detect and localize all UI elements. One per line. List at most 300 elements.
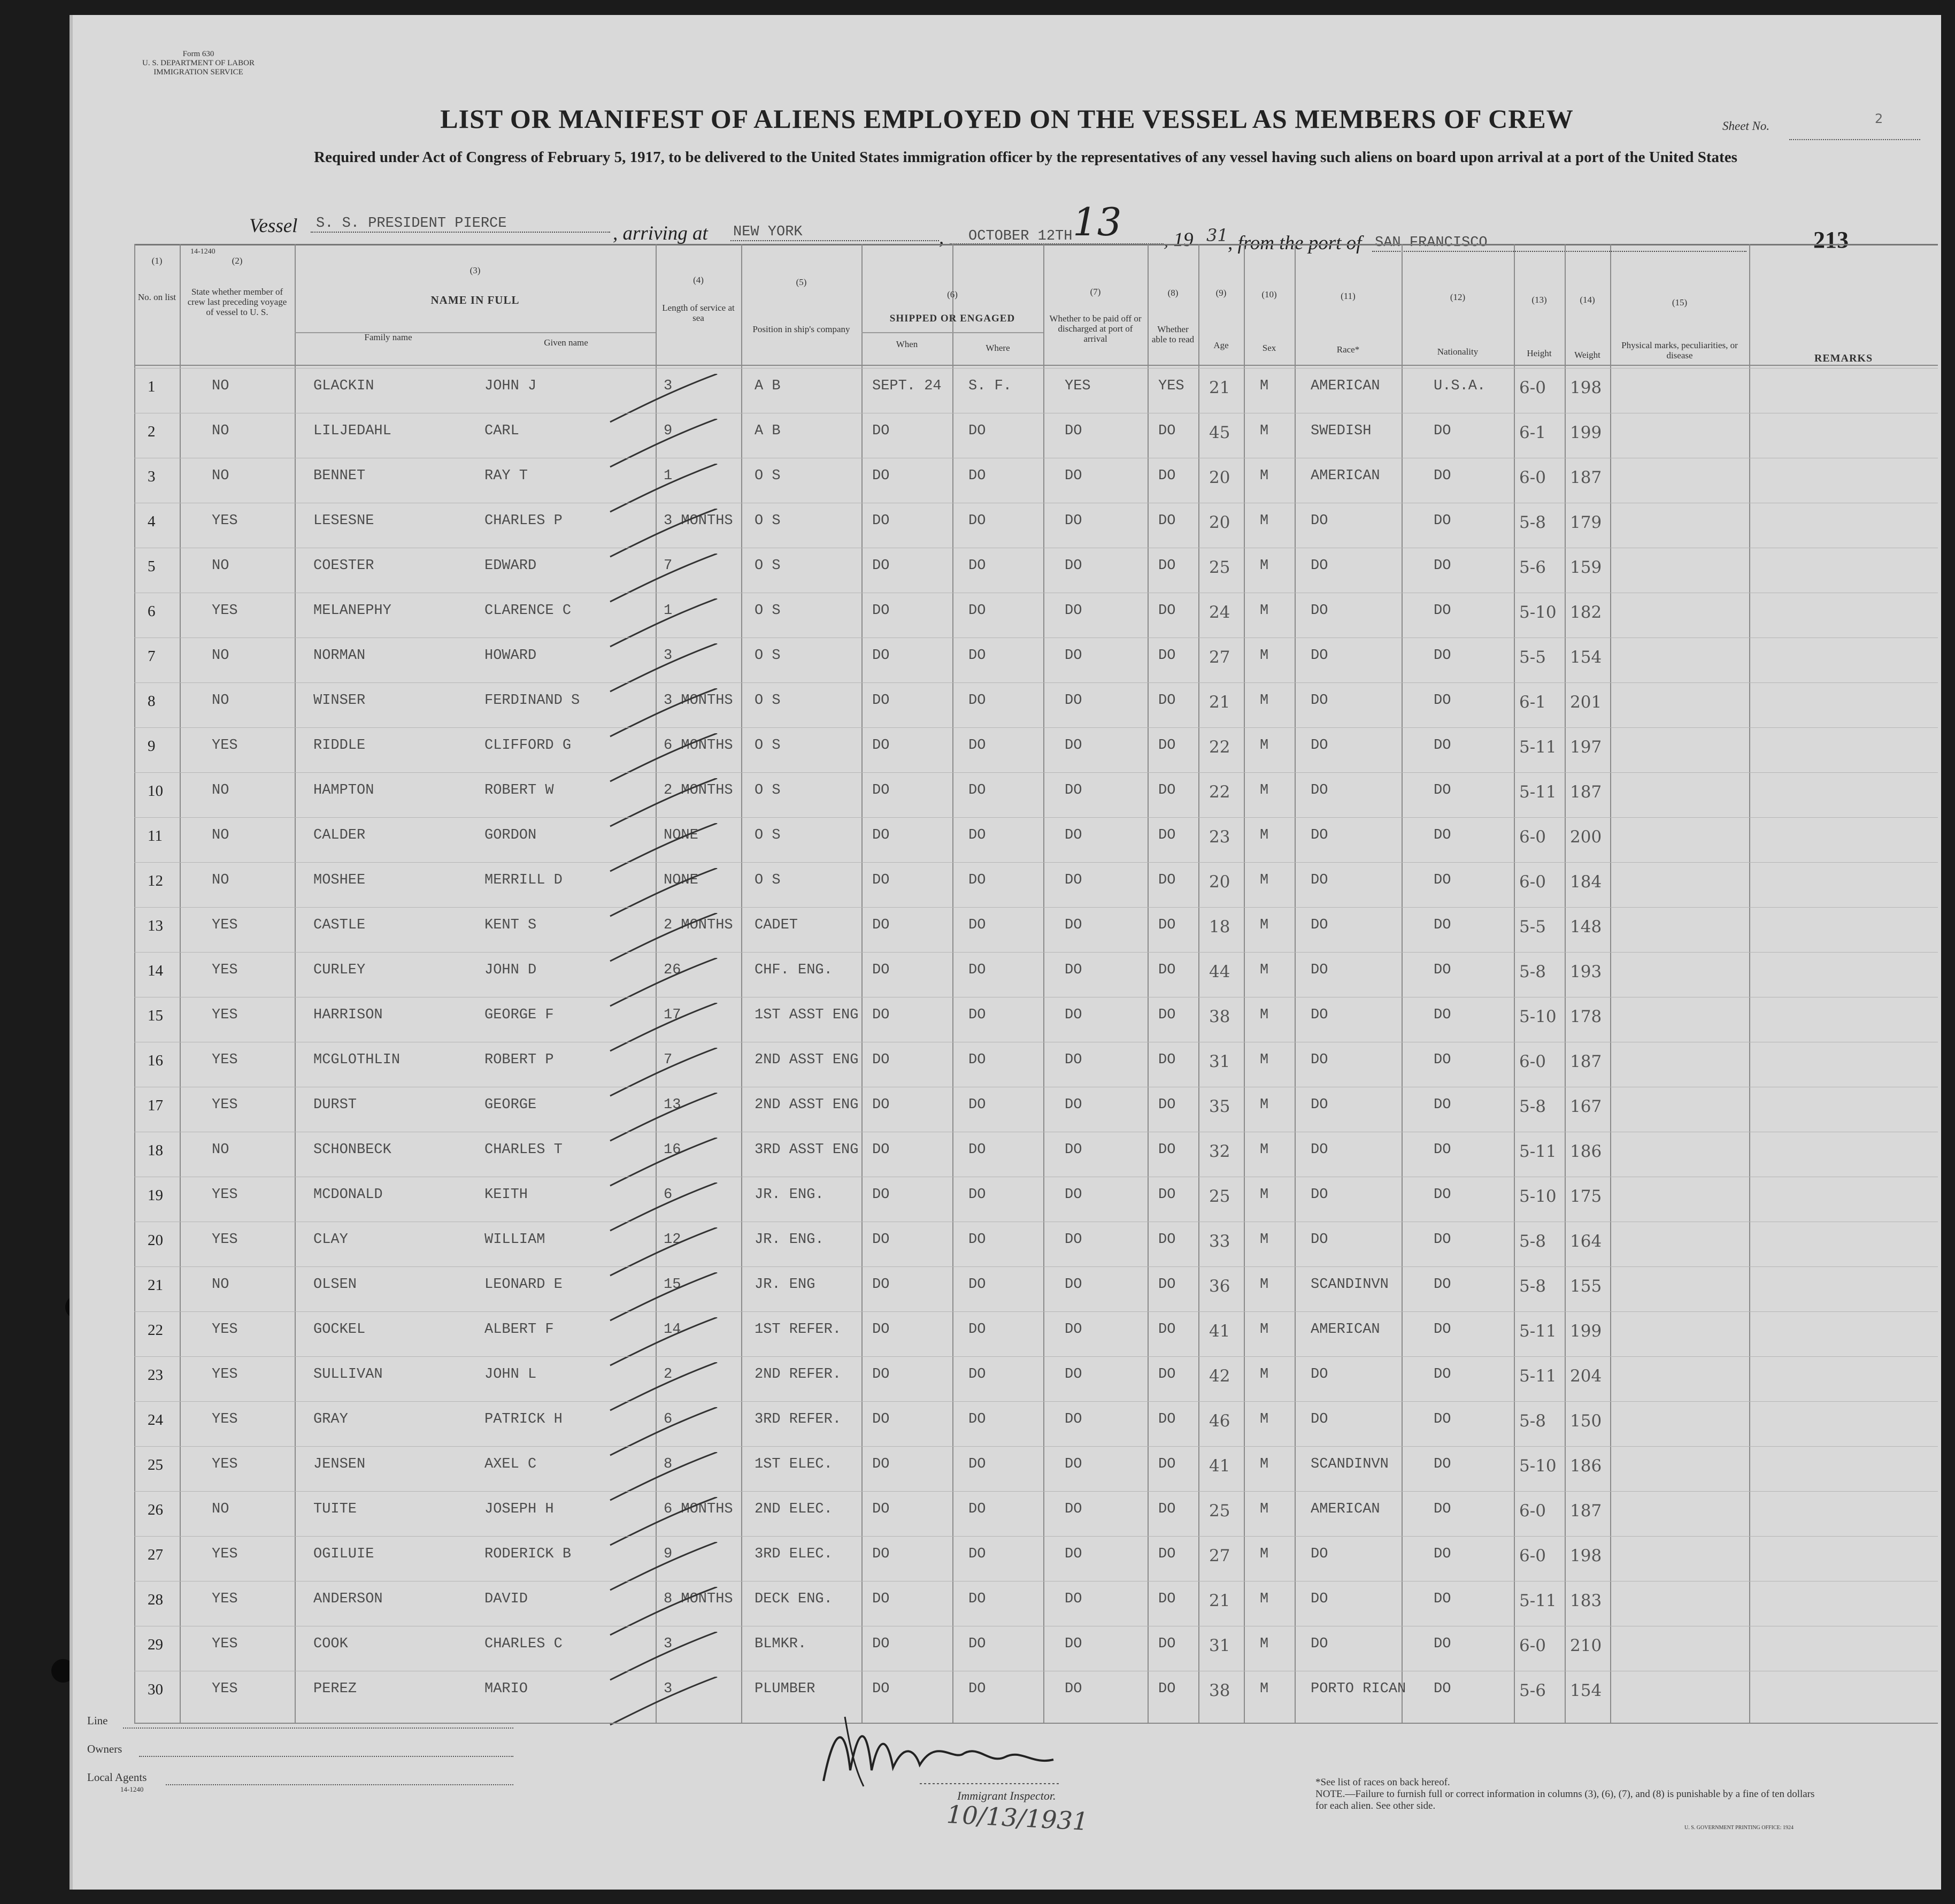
shipped-when-cell: DO [872, 1591, 890, 1607]
row-number: 23 [148, 1366, 163, 1384]
shipped-when-cell: DO [872, 1501, 890, 1517]
arrival-date: OCTOBER 12TH [968, 228, 1073, 244]
able-to-read-cell: DO [1158, 1187, 1176, 1203]
col11-label: Race* [1336, 344, 1360, 355]
shipped-where-cell: DO [968, 962, 986, 978]
family-name-cell: SCHONBECK [313, 1142, 391, 1158]
table-row [134, 862, 1938, 908]
age-cell: 20 [1209, 468, 1230, 487]
able-to-read-cell: DO [1158, 1322, 1176, 1338]
shipped-when-cell: DO [872, 1097, 890, 1113]
shipped-when-cell: DO [872, 1232, 890, 1248]
weight-cell: 201 [1570, 693, 1602, 712]
service-length-cell: 17 [664, 1007, 681, 1023]
given-name-cell: CLARENCE C [484, 603, 572, 619]
header-bottom-border [134, 365, 1938, 366]
sheet-number-line [1789, 139, 1920, 140]
nationality-cell: U.S.A. [1434, 378, 1486, 394]
shipped-when-cell: DO [872, 1546, 890, 1562]
able-to-read-cell: DO [1158, 1232, 1176, 1248]
race-cell: DO [1311, 648, 1328, 664]
given-name-cell: JOHN L [484, 1366, 537, 1383]
able-to-read-cell: DO [1158, 1591, 1176, 1607]
race-cell: AMERICAN [1311, 1322, 1380, 1338]
race-cell: DO [1311, 827, 1328, 843]
table-row [134, 413, 1938, 458]
row-number: 1 [148, 378, 156, 395]
prev-voyage-cell: NO [212, 648, 229, 664]
weight-cell: 154 [1570, 648, 1602, 667]
row-number: 29 [148, 1636, 163, 1653]
sex-cell: M [1260, 872, 1269, 888]
family-name-cell: MOSHEE [313, 872, 366, 888]
height-cell: 6-0 [1519, 468, 1546, 487]
given-name-cell: GORDON [484, 827, 537, 843]
service-length-cell: 1 [664, 468, 673, 484]
row-number: 20 [148, 1232, 163, 1249]
sex-cell: M [1260, 1322, 1269, 1338]
nationality-cell: DO [1434, 468, 1451, 484]
weight-cell: 198 [1570, 378, 1602, 397]
prev-voyage-cell: YES [212, 962, 238, 978]
height-cell: 6-0 [1519, 1501, 1546, 1521]
from-port-label: , from the port of [1228, 232, 1362, 254]
given-name-cell: CHARLES P [484, 513, 563, 529]
family-name-cell: OGILUIE [313, 1546, 374, 1562]
shipped-when-cell: DO [872, 827, 890, 843]
prev-voyage-cell: YES [212, 738, 238, 754]
able-to-read-cell: YES [1158, 378, 1184, 394]
position-cell: JR. ENG. [755, 1232, 824, 1248]
table-row [134, 772, 1938, 818]
paid-off-cell: DO [1065, 1366, 1082, 1383]
age-cell: 38 [1209, 1681, 1230, 1700]
able-to-read-cell: DO [1158, 1052, 1176, 1068]
family-name-cell: COESTER [313, 558, 374, 574]
nationality-cell: DO [1434, 603, 1451, 619]
weight-cell: 150 [1570, 1411, 1602, 1431]
position-cell: 1ST ELEC. [755, 1456, 833, 1472]
paid-off-cell: DO [1065, 1097, 1082, 1113]
service-length-cell: 7 [664, 558, 673, 574]
able-to-read-cell: DO [1158, 1456, 1176, 1472]
given-name-cell: GEORGE [484, 1097, 537, 1113]
family-name-cell: CURLEY [313, 962, 366, 978]
able-to-read-cell: DO [1158, 1546, 1176, 1562]
paid-off-cell: DO [1065, 603, 1082, 619]
nationality-cell: DO [1434, 1366, 1451, 1383]
paid-off-cell: DO [1065, 1052, 1082, 1068]
family-name-cell: TUITE [313, 1501, 357, 1517]
col14-label: Weight [1574, 350, 1600, 360]
age-cell: 23 [1209, 827, 1230, 847]
year-suffix: 31 [1206, 225, 1228, 245]
prev-voyage-cell: YES [212, 1232, 238, 1248]
prev-voyage-cell: YES [212, 1636, 238, 1652]
paid-off-cell: DO [1065, 1277, 1082, 1293]
table-row [134, 997, 1938, 1042]
nationality-cell: DO [1434, 1322, 1451, 1338]
paid-off-cell: DO [1065, 513, 1082, 529]
weight-cell: 159 [1570, 558, 1602, 577]
family-name-cell: HARRISON [313, 1007, 383, 1023]
row-number: 9 [148, 738, 156, 755]
weight-cell: 193 [1570, 962, 1602, 981]
nationality-cell: DO [1434, 1681, 1451, 1697]
shipped-where-cell: DO [968, 1501, 986, 1517]
race-cell: DO [1311, 1636, 1328, 1652]
service-length-cell: 2 MONTHS [664, 917, 733, 933]
table-row [134, 1356, 1938, 1402]
position-cell: PLUMBER [755, 1681, 815, 1697]
height-cell: 5-10 [1519, 1187, 1557, 1206]
shipped-when-cell: DO [872, 603, 890, 619]
table-row [134, 1401, 1938, 1447]
shipped-where-cell: DO [968, 423, 986, 439]
race-cell: DO [1311, 603, 1328, 619]
form-code-top: 14-1240 [190, 248, 215, 256]
row-number: 30 [148, 1681, 163, 1698]
shipped-where-cell: S. F. [968, 378, 1012, 394]
shipped-when-cell: DO [872, 1277, 890, 1293]
weight-cell: 155 [1570, 1277, 1602, 1296]
given-name-cell: CHARLES T [484, 1142, 563, 1158]
given-name-cell: PATRICK H [484, 1411, 563, 1427]
sex-cell: M [1260, 1366, 1269, 1383]
family-name-cell: MCDONALD [313, 1187, 383, 1203]
col9-num: (9) [1215, 288, 1227, 298]
nationality-cell: DO [1434, 1411, 1451, 1427]
service-length-cell: 8 MONTHS [664, 1591, 733, 1607]
prev-voyage-cell: NO [212, 423, 229, 439]
position-cell: O S [755, 872, 781, 888]
sex-cell: M [1260, 1591, 1269, 1607]
shipped-where-cell: DO [968, 1277, 986, 1293]
able-to-read-cell: DO [1158, 1366, 1176, 1383]
paid-off-cell: DO [1065, 917, 1082, 933]
row-number: 6 [148, 603, 156, 620]
service-length-cell: 12 [664, 1232, 681, 1248]
prev-voyage-cell: YES [212, 1456, 238, 1472]
shipped-where-cell: DO [968, 1636, 986, 1652]
height-cell: 6-0 [1519, 378, 1546, 397]
age-cell: 21 [1209, 378, 1230, 397]
owners-label: Owners [87, 1742, 122, 1755]
weight-cell: 183 [1570, 1591, 1602, 1610]
shipped-when-cell: DO [872, 1142, 890, 1158]
position-cell: 2ND ELEC. [755, 1501, 833, 1517]
prev-voyage-cell: NO [212, 1142, 229, 1158]
age-cell: 25 [1209, 558, 1230, 577]
able-to-read-cell: DO [1158, 603, 1176, 619]
age-cell: 22 [1209, 782, 1230, 802]
prev-voyage-cell: YES [212, 1591, 238, 1607]
weight-cell: 187 [1570, 782, 1602, 802]
printer-imprint: U. S. GOVERNMENT PRINTING OFFICE: 1924 [1684, 1825, 1794, 1831]
service-length-cell: 14 [664, 1322, 681, 1338]
sex-cell: M [1260, 1187, 1269, 1203]
race-cell: DO [1311, 1007, 1328, 1023]
table-row [134, 1491, 1938, 1537]
table-row [134, 727, 1938, 773]
row-number: 8 [148, 693, 156, 710]
family-name-cell: RIDDLE [313, 738, 366, 754]
age-cell: 44 [1209, 962, 1230, 981]
age-cell: 20 [1209, 872, 1230, 892]
sex-cell: M [1260, 1501, 1269, 1517]
sex-cell: M [1260, 1232, 1269, 1248]
race-cell: DO [1311, 738, 1328, 754]
shipped-when-cell: DO [872, 872, 890, 888]
sex-cell: M [1260, 603, 1269, 619]
race-cell: SCANDINVN [1311, 1456, 1389, 1472]
given-name-cell: RODERICK B [484, 1546, 572, 1562]
height-cell: 6-0 [1519, 1052, 1546, 1071]
race-cell: PORTO RICAN [1311, 1681, 1406, 1697]
height-cell: 5-5 [1519, 648, 1546, 667]
prev-voyage-cell: YES [212, 1411, 238, 1427]
given-name-cell: DAVID [484, 1591, 528, 1607]
shipped-when-header: When [896, 339, 918, 349]
family-name-cell: LESESNE [313, 513, 374, 529]
service-length-cell: 3 MONTHS [664, 513, 733, 529]
age-cell: 25 [1209, 1187, 1230, 1206]
position-cell: O S [755, 827, 781, 843]
col13-num: (13) [1531, 295, 1547, 305]
given-name-cell: KEITH [484, 1187, 528, 1203]
prev-voyage-cell: NO [212, 468, 229, 484]
shipped-when-cell: DO [872, 962, 890, 978]
nationality-cell: DO [1434, 423, 1451, 439]
able-to-read-cell: DO [1158, 1411, 1176, 1427]
given-name-cell: FERDINAND S [484, 693, 580, 709]
prev-voyage-cell: NO [212, 1501, 229, 1517]
family-name-cell: SULLIVAN [313, 1366, 383, 1383]
nationality-cell: DO [1434, 872, 1451, 888]
shipped-where-cell: DO [968, 1546, 986, 1562]
row-number: 11 [148, 827, 163, 844]
shipped-when-cell: DO [872, 1187, 890, 1203]
weight-cell: 179 [1570, 513, 1602, 532]
shipped-when-cell: DO [872, 782, 890, 799]
row-number: 14 [148, 962, 163, 979]
service-length-cell: 3 MONTHS [664, 693, 733, 709]
age-cell: 20 [1209, 513, 1230, 532]
race-cell: AMERICAN [1311, 468, 1380, 484]
shipped-where-cell: DO [968, 1591, 986, 1607]
race-cell: DO [1311, 1591, 1328, 1607]
sex-cell: M [1260, 423, 1269, 439]
sex-cell: M [1260, 1546, 1269, 1562]
col3-label: NAME IN FULL [430, 294, 520, 306]
shipped-where-cell: DO [968, 782, 986, 799]
paid-off-cell: DO [1065, 693, 1082, 709]
shipped-when-cell: DO [872, 693, 890, 709]
given-name-cell: ALBERT F [484, 1322, 554, 1338]
weight-cell: 200 [1570, 827, 1602, 847]
shipped-where-cell: DO [968, 917, 986, 933]
col7-num: (7) [1090, 287, 1101, 297]
position-cell: O S [755, 468, 781, 484]
weight-cell: 187 [1570, 1501, 1602, 1521]
service-length-cell: 9 [664, 1546, 673, 1562]
sex-cell: M [1260, 1142, 1269, 1158]
service-length-cell: 3 [664, 1636, 673, 1652]
sex-cell: M [1260, 1456, 1269, 1472]
family-name-cell: GRAY [313, 1411, 348, 1427]
shipped-where-cell: DO [968, 1142, 986, 1158]
position-cell: 3RD ASST ENG [755, 1142, 859, 1158]
shipped-where-cell: DO [968, 872, 986, 888]
service-length-cell: 3 [664, 1681, 673, 1697]
nationality-cell: DO [1434, 1636, 1451, 1652]
given-name-cell: GEORGE F [484, 1007, 554, 1023]
table-row [134, 503, 1938, 548]
paid-off-cell: YES [1065, 378, 1091, 394]
shipped-when-cell: DO [872, 1456, 890, 1472]
service-length-cell: NONE [664, 827, 698, 843]
paid-off-cell: DO [1065, 1411, 1082, 1427]
given-name-cell: JOSEPH H [484, 1501, 554, 1517]
nationality-cell: DO [1434, 1546, 1451, 1562]
row-number: 17 [148, 1097, 163, 1114]
height-cell: 5-10 [1519, 1456, 1557, 1476]
weight-cell: 186 [1570, 1142, 1602, 1161]
prev-voyage-cell: YES [212, 1097, 238, 1113]
sex-cell: M [1260, 1681, 1269, 1697]
service-length-cell: 3 [664, 378, 673, 394]
shipped-where-cell: DO [968, 558, 986, 574]
row-number: 3 [148, 468, 156, 485]
paid-off-cell: DO [1065, 1546, 1082, 1562]
owners-field [139, 1756, 513, 1757]
line-field [123, 1728, 513, 1729]
sex-cell: M [1260, 782, 1269, 799]
weight-cell: 164 [1570, 1232, 1602, 1251]
service-length-cell: 6 MONTHS [664, 738, 733, 754]
given-name-cell: JOHN J [484, 378, 537, 394]
col3-num: (3) [469, 265, 481, 275]
family-name-cell: LILJEDAHL [313, 423, 391, 439]
shipped-when-cell: DO [872, 917, 890, 933]
row-number: 26 [148, 1501, 163, 1518]
family-name-cell: COOK [313, 1636, 348, 1652]
document-title: LIST OR MANIFEST OF ALIENS EMPLOYED ON THE VESSEL AS MEMBERS OF CREW [440, 104, 1574, 134]
position-cell: 1ST REFER. [755, 1322, 842, 1338]
sex-cell: M [1260, 693, 1269, 709]
sex-cell: M [1260, 1636, 1269, 1652]
race-cell: DO [1311, 917, 1328, 933]
local-agents-code: 14-1240 [120, 1785, 144, 1793]
service-length-cell: 6 [664, 1187, 673, 1203]
sex-cell: M [1260, 917, 1269, 933]
shipped-where-cell: DO [968, 1681, 986, 1697]
form-identifier [142, 50, 255, 77]
family-name-cell: CLAY [313, 1232, 348, 1248]
shipped-where-cell: DO [968, 1232, 986, 1248]
height-cell: 5-11 [1519, 1322, 1557, 1341]
age-cell: 35 [1209, 1097, 1230, 1116]
table-row [134, 682, 1938, 728]
shipped-when-cell: DO [872, 1052, 890, 1068]
vessel-line: Vessel S. S. PRESIDENT PIERCE , arriving at NEW YORK , OCTOBER 12TH 13 , 19 31 , from the port of SAN FRANCISCO [249, 205, 1907, 253]
shipped-when-cell: DO [872, 558, 890, 574]
shipped-when-cell: DO [872, 1322, 890, 1338]
paid-off-cell: DO [1065, 1456, 1082, 1472]
paid-off-cell: DO [1065, 1007, 1082, 1023]
able-to-read-cell: DO [1158, 1636, 1176, 1652]
shipped-where-cell: DO [968, 1411, 986, 1427]
shipped-where-cell: DO [968, 827, 986, 843]
col5-num: (5) [796, 277, 807, 287]
position-cell: 2ND REFER. [755, 1366, 842, 1383]
weight-cell: 197 [1570, 738, 1602, 757]
age-cell: 41 [1209, 1322, 1230, 1341]
able-to-read-cell: DO [1158, 917, 1176, 933]
given-name-cell: EDWARD [484, 558, 537, 574]
nationality-cell: DO [1434, 827, 1451, 843]
vessel-name: S. S. PRESIDENT PIERCE [316, 216, 507, 232]
sex-cell: M [1260, 513, 1269, 529]
paid-off-cell: DO [1065, 1232, 1082, 1248]
nationality-cell: DO [1434, 648, 1451, 664]
service-length-cell: 1 [664, 603, 673, 619]
position-cell: 1ST ASST ENG [755, 1007, 859, 1023]
col7-label: Whether to be paid off or discharged at port of arrival [1049, 313, 1142, 344]
height-cell: 5-11 [1519, 738, 1557, 757]
able-to-read-cell: DO [1158, 1277, 1176, 1293]
table-row [134, 907, 1938, 953]
prev-voyage-cell: NO [212, 693, 229, 709]
position-cell: CHF. ENG. [755, 962, 833, 978]
family-name-cell: MELANEPHY [313, 603, 391, 619]
service-length-cell: 13 [664, 1097, 681, 1113]
local-agents-field [166, 1784, 513, 1785]
age-cell: 21 [1209, 693, 1230, 712]
age-cell: 31 [1209, 1052, 1230, 1071]
table-row [134, 1626, 1938, 1671]
given-name-cell: AXEL C [484, 1456, 537, 1472]
family-name-cell: CASTLE [313, 917, 366, 933]
given-name-cell: CLIFFORD G [484, 738, 572, 754]
position-cell: O S [755, 738, 781, 754]
check-stroke [605, 1677, 722, 1736]
able-to-read-cell: DO [1158, 738, 1176, 754]
family-name-cell: WINSER [313, 693, 366, 709]
nationality-cell: DO [1434, 782, 1451, 799]
race-cell: AMERICAN [1311, 378, 1380, 394]
service-length-cell: 7 [664, 1052, 673, 1068]
position-cell: O S [755, 693, 781, 709]
able-to-read-cell: DO [1158, 872, 1176, 888]
position-cell: A B [755, 423, 781, 439]
service-length-cell: 26 [664, 962, 681, 978]
able-to-read-cell: DO [1158, 1681, 1176, 1697]
race-cell: DO [1311, 962, 1328, 978]
position-cell: 2ND ASST ENG [755, 1097, 859, 1113]
prev-voyage-cell: YES [212, 1052, 238, 1068]
weight-cell: 182 [1570, 603, 1602, 622]
remarks-header: REMARKS [1814, 352, 1873, 364]
age-cell: 32 [1209, 1142, 1230, 1161]
col6-label: SHIPPED OR ENGAGED [889, 313, 1015, 324]
race-cell: DO [1311, 513, 1328, 529]
col8-num: (8) [1167, 288, 1179, 298]
paid-off-cell: DO [1065, 1636, 1082, 1652]
age-cell: 24 [1209, 603, 1230, 622]
sex-cell: M [1260, 1052, 1269, 1068]
col8-label: Whether able to read [1151, 324, 1195, 344]
